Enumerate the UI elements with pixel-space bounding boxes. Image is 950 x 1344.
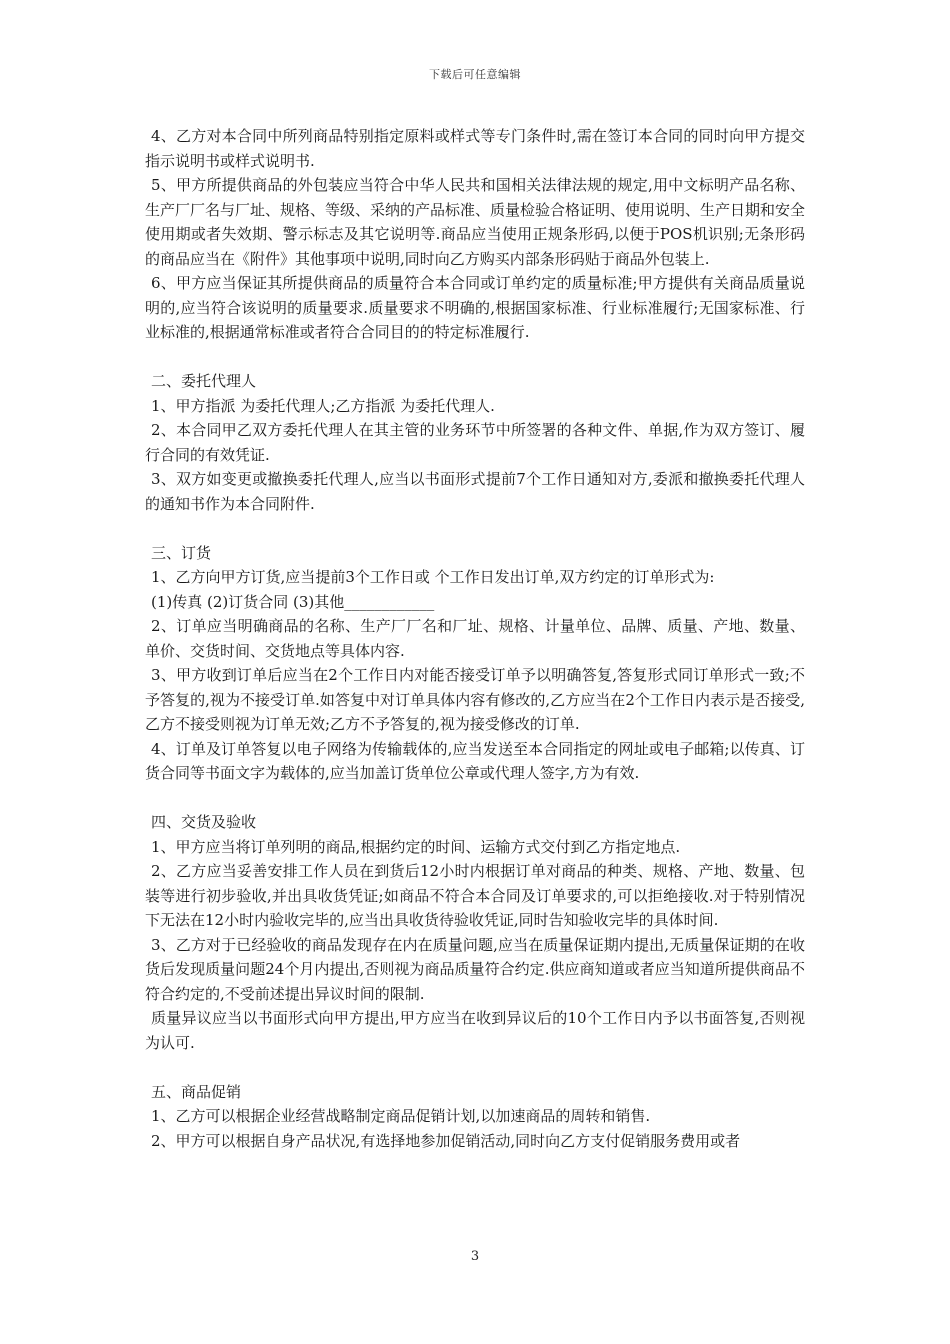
paragraph: 二、委托代理人 xyxy=(151,372,257,390)
paragraph-gap xyxy=(145,516,805,541)
paragraph: 1、甲方应当将订单列明的商品,根据约定的时间、运输方式交付到乙方指定地点. xyxy=(151,837,681,856)
paragraph: 4、订单及订单答复以电子网络为传输载体的,应当发送至本合同指定的网址或电子邮箱;以传真、订货合同等书面文字为载体的,应当加盖订货单位公章或代理人签字,方为有效. xyxy=(145,739,805,782)
paragraph: 5、甲方所提供商品的外包装应当符合中华人民共和国相关法律法规的规定,用中文标明产品名称、生产厂厂名与厂址、规格、等级、采纳的产品标准、质量检验合格证明、使用说明、生产日期和安全使用期或者失效期、警示标志及其它说明等.商品应当使用正规条形码,以便于POS机识别;无条形码的商品应当在《附件》其他事项中说明,同时向乙方购买内部条形码贴于商品外包装上. xyxy=(145,176,806,268)
paragraph: 3、甲方收到订单后应当在2个工作日内对能否接受订单予以明确答复,答复形式同订单形式一致;不予答复的,视为不接受订单.如答复中对订单具体内容有修改的,乙方应当在2个工作日内表示是否接受,乙方不接受则视为订单无效;乙方不予答复的,视为接受修改的订单. xyxy=(145,666,805,733)
paragraph: 1、乙方向甲方订货,应当提前3个工作日或 个工作日发出订单,双方约定的订单形式为: xyxy=(151,568,715,586)
document-body xyxy=(145,124,805,1153)
page-header: 下载后可任意编辑 xyxy=(429,68,521,81)
paragraph: 6、甲方应当保证其所提供商品的质量符合本合同或订单约定的质量标准;甲方提供有关商品质量说明的,应当符合该说明的质量要求.质量要求不明确的,根据国家标准、行业标准履行;无国家标准、行业标准的,根据通常标准或者符合合同目的的特定标准履行. xyxy=(145,274,805,341)
paragraph: 2、本合同甲乙双方委托代理人在其主管的业务环节中所签署的各种文件、单据,作为双方签订、履行合同的有效凭证. xyxy=(145,421,805,464)
paragraph: 三、订货 xyxy=(151,543,212,562)
paragraph: (1)传真 (2)订货合同 (3)其他____________ xyxy=(151,592,435,611)
paragraph-gap xyxy=(145,345,805,370)
paragraph-gap xyxy=(145,1055,805,1080)
paragraph: 2、订单应当明确商品的名称、生产厂厂名和厂址、规格、计量单位、品牌、质量、产地、数量、单价、交货时间、交货地点等具体内容. xyxy=(145,617,805,660)
paragraph: 3、乙方对于已经验收的商品发现存在内在质量问题,应当在质量保证期内提出,无质量保证期的在收货后发现质量问题24个月内提出,否则视为商品质量符合约定.供应商知道或者应当知道所提供商品不符合约定的,不受前述提出异议时间的限制. xyxy=(145,935,805,1003)
paragraph: 四、交货及验收 xyxy=(151,813,257,831)
paragraph: 1、乙方可以根据企业经营战略制定商品促销计划,以加速商品的周转和销售. xyxy=(151,1107,651,1125)
paragraph: 2、甲方可以根据自身产品状况,有选择地参加促销活动,同时向乙方支付促销服务费用或者 xyxy=(151,1131,741,1150)
page-number: 3 xyxy=(470,1249,480,1264)
paragraph-gap xyxy=(145,786,805,811)
paragraph: 4、乙方对本合同中所列商品特别指定原料或样式等专门条件时,需在签订本合同的同时向甲方提交指示说明书或样式说明书. xyxy=(145,127,805,170)
paragraph: 五、商品促销 xyxy=(151,1082,242,1101)
paragraph: 质量异议应当以书面形式向甲方提出,甲方应当在收到异议后的10个工作日内予以书面答复,否则视为认可. xyxy=(145,1009,805,1052)
paragraph: 3、双方如变更或撤换委托代理人,应当以书面形式提前7个工作日通知对方,委派和撤换委托代理人的通知书作为本合同附件. xyxy=(145,470,805,513)
paragraph: 1、甲方指派 为委托代理人;乙方指派 为委托代理人. xyxy=(151,396,495,415)
paragraph: 2、乙方应当妥善安排工作人员在到货后12小时内根据订单对商品的种类、规格、产地、数量、包装等进行初步验收,并出具收货凭证;如商品不符合本合同及订单要求的,可以拒绝接收.对于特别情况下无法在12小时内验收完毕的,应当出具收货待验收凭证,同时告知验收完毕的具体时间. xyxy=(145,862,805,929)
